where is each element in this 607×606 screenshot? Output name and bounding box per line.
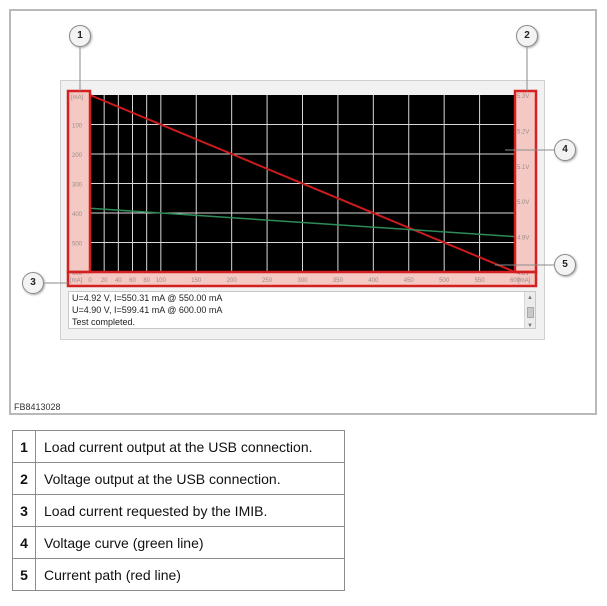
figure-id: FB8413028 <box>14 402 61 412</box>
x-tick-label: 100 <box>155 278 166 284</box>
x-tick-label: 200 <box>226 278 237 284</box>
y-right-tick-label: 5.2V <box>517 129 530 136</box>
x-tick-label: 80 <box>143 278 151 284</box>
y-left-tick-label: 300 <box>72 182 83 189</box>
log-line: U=4.90 V, I=599.41 mA @ 600.00 mA <box>72 305 223 315</box>
x-tick-label: 250 <box>262 278 273 284</box>
callout-5: 5 <box>554 254 576 276</box>
log-scrollbar[interactable] <box>524 292 535 328</box>
y-right-tick-label: 4.8V <box>517 271 530 277</box>
legend-row <box>13 495 345 527</box>
y-left-tick-label: 400 <box>72 212 83 218</box>
x-tick-label: 600 <box>509 278 521 284</box>
legend-row <box>13 527 345 559</box>
results-log <box>68 291 536 329</box>
y-left-unit-label: [mA] <box>71 95 84 101</box>
x-tick-label: 400 <box>368 278 379 284</box>
y-left-tick-label: 500 <box>72 241 83 248</box>
y-right-tick-label: 5.0V <box>517 200 530 207</box>
x-unit-label-right: [mA] <box>518 278 531 284</box>
x-tick-label: 450 <box>403 278 414 284</box>
x-tick-label: 300 <box>297 278 308 284</box>
x-tick-label: 550 <box>474 278 485 284</box>
callout-1: 1 <box>69 25 91 47</box>
y-left-tick-label: 100 <box>72 123 83 130</box>
scroll-down-icon[interactable]: ▼ <box>527 323 533 329</box>
y-right-tick-label: 5.1V <box>517 164 530 171</box>
y-left-tick-label: 200 <box>72 153 83 159</box>
log-line: U=4.92 V, I=550.31 mA @ 550.00 mA <box>72 293 223 303</box>
y-right-tick-label: 5.3V <box>517 94 530 100</box>
legend-number: 2 <box>13 463 36 495</box>
log-line: Test completed. <box>72 317 136 327</box>
x-tick-label: 350 <box>332 278 343 284</box>
x-tick-label: 500 <box>439 278 450 284</box>
legend-number: 5 <box>13 559 36 591</box>
scroll-up-icon[interactable]: ▲ <box>527 295 533 301</box>
x-tick-label: 150 <box>191 278 202 284</box>
callout-2: 2 <box>516 25 538 47</box>
x-tick-label: 0 <box>88 278 92 284</box>
x-tick-label: 60 <box>129 278 136 284</box>
legend-row <box>13 431 345 463</box>
y-right-tick-label: 4.9V <box>517 235 530 242</box>
legend-text: Voltage curve (green line) <box>36 527 345 559</box>
scroll-thumb[interactable] <box>527 307 534 318</box>
callout-3: 3 <box>22 272 44 294</box>
legend-number: 3 <box>13 495 36 527</box>
right-axis-strip <box>515 91 536 272</box>
legend-number: 1 <box>13 431 36 463</box>
legend-text: Current path (red line) <box>36 559 345 591</box>
legend-table <box>12 430 345 591</box>
x-tick-label: 20 <box>100 278 108 284</box>
y-left-tick-label: 600 <box>72 271 83 277</box>
legend-number: 4 <box>13 527 36 559</box>
legend-text: Load current requested by the IMIB. <box>36 495 345 527</box>
legend-row <box>13 559 345 591</box>
legend-row <box>13 463 345 495</box>
legend-text: Voltage output at the USB connection. <box>36 463 345 495</box>
legend-text: Load current output at the USB connection. <box>36 431 345 463</box>
x-unit-label-left: [mA] <box>70 278 83 284</box>
x-tick-label: 40 <box>114 278 122 284</box>
callout-4: 4 <box>554 139 576 161</box>
